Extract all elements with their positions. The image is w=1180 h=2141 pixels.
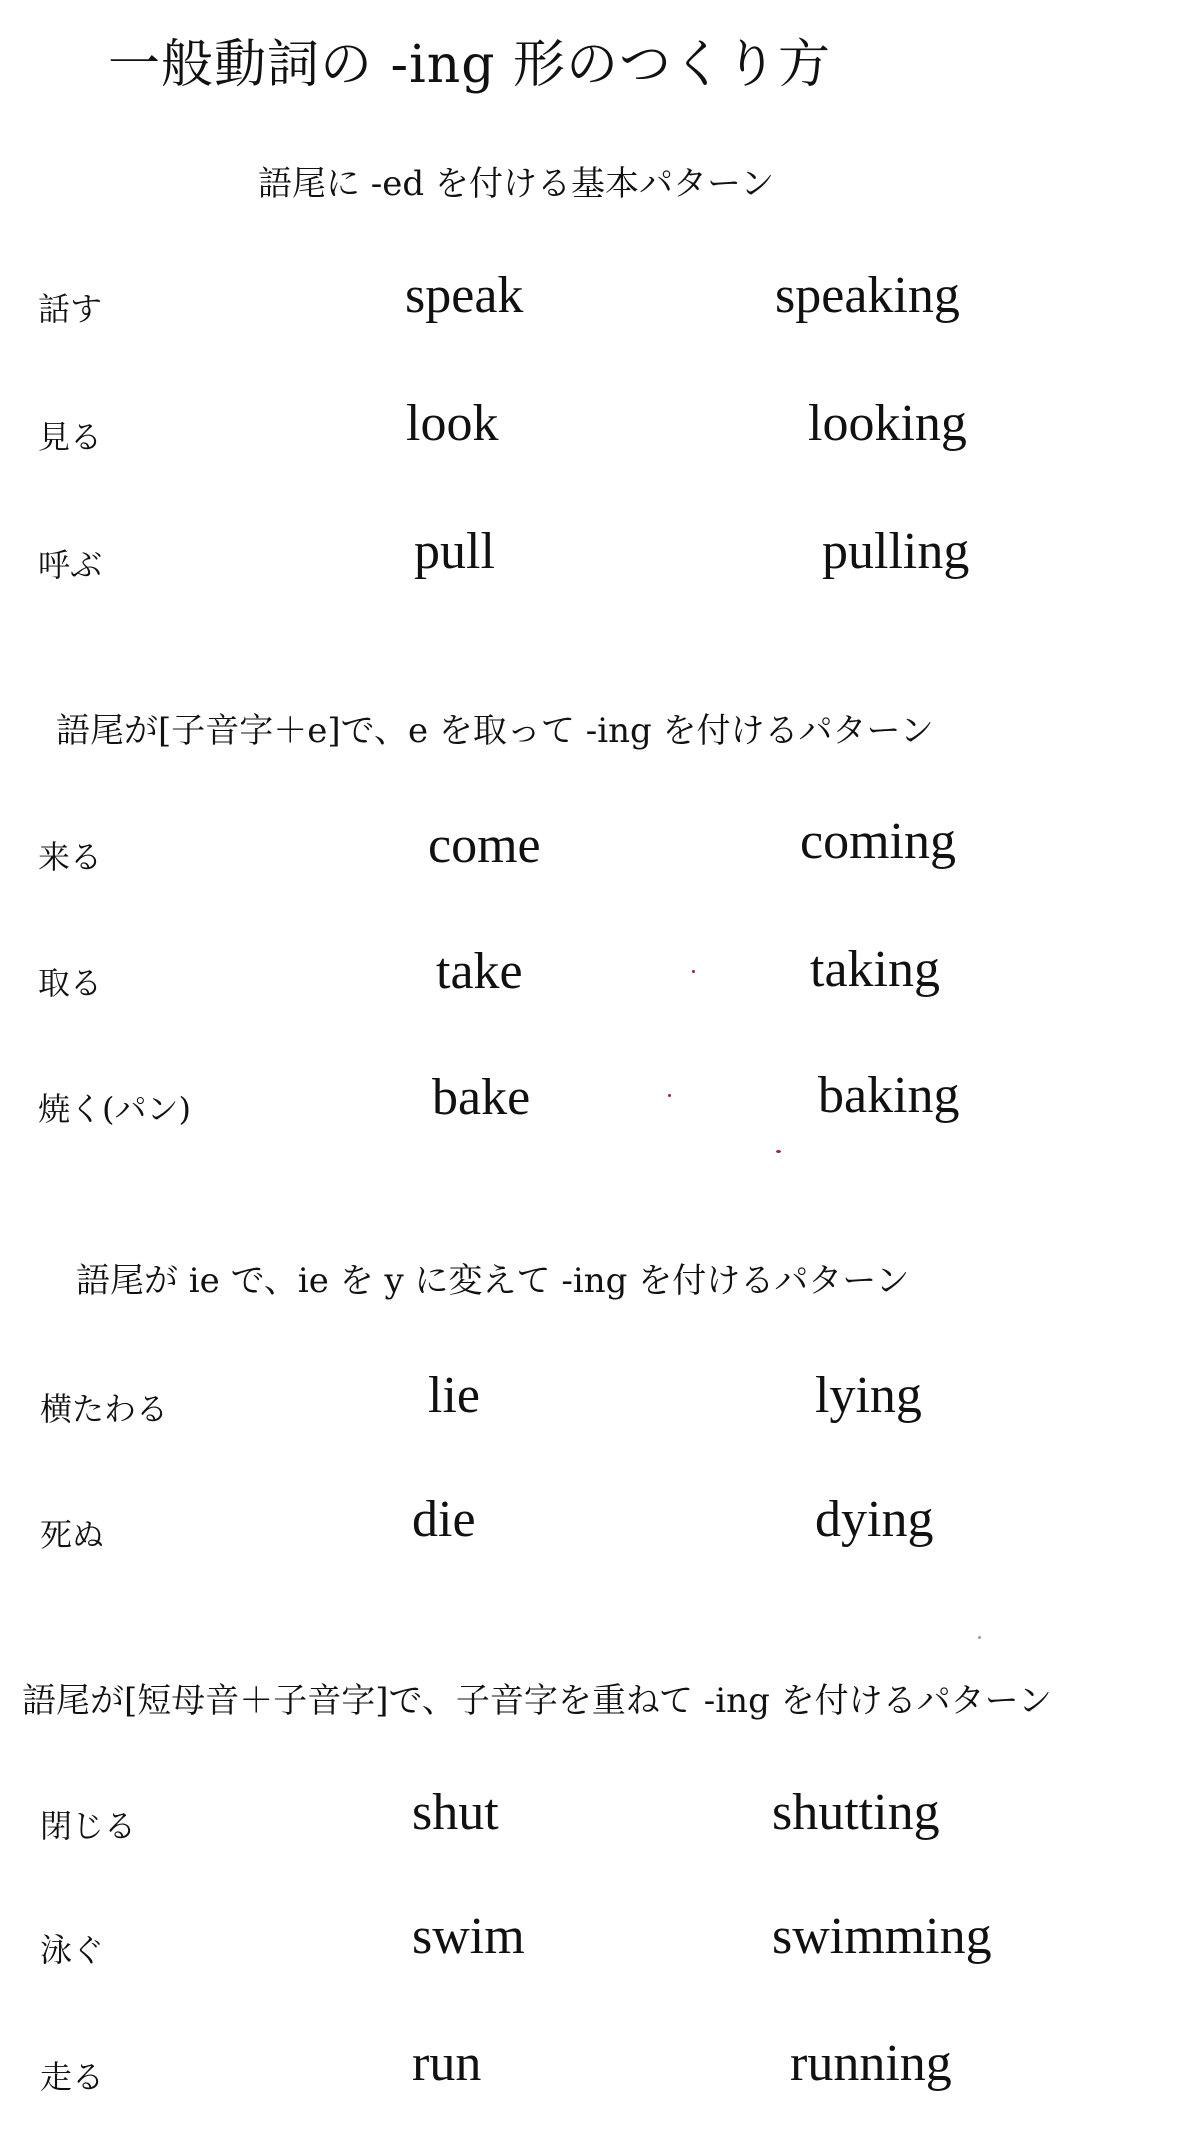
section-heading: 語尾に -ed を付ける基本パターン [258, 164, 775, 204]
base-verb: look [406, 395, 499, 452]
ing-form: coming [800, 813, 956, 870]
base-verb: die [412, 1491, 476, 1548]
ing-form: pulling [822, 523, 970, 580]
base-verb: pull [414, 523, 495, 580]
section-heading: 語尾が[子音字＋e]で、e を取って -ing を付けるパターン [56, 711, 934, 751]
section-heading: 語尾が[短母音＋子音字]で、子音字を重ねて -ing を付けるパターン [22, 1681, 1052, 1721]
base-verb: swim [412, 1908, 525, 1965]
ing-form: swimming [772, 1908, 992, 1965]
base-verb: come [428, 817, 541, 874]
scan-speck [668, 1094, 671, 1097]
scan-speck [692, 970, 695, 973]
base-verb: run [412, 2035, 482, 2092]
japanese-meaning: 死ぬ [40, 1516, 105, 1554]
base-verb: take [436, 943, 523, 1000]
japanese-meaning: 取る [38, 964, 103, 1002]
japanese-meaning: 走る [40, 2058, 105, 2096]
ing-form: shutting [772, 1784, 940, 1841]
ing-form: dying [815, 1491, 934, 1548]
ing-form: running [790, 2035, 952, 2092]
ing-form: speaking [775, 267, 960, 324]
japanese-meaning: 呼ぶ [38, 546, 103, 584]
japanese-meaning: 閉じる [40, 1807, 137, 1845]
ing-form: looking [808, 395, 967, 452]
scan-speck [978, 1636, 981, 1639]
ing-form: taking [810, 941, 940, 998]
japanese-meaning: 横たわる [40, 1390, 169, 1428]
base-verb: lie [428, 1367, 480, 1424]
japanese-meaning: 見る [38, 418, 103, 456]
japanese-meaning: 来る [38, 838, 103, 876]
scan-speck [776, 1150, 781, 1153]
base-verb: shut [412, 1784, 499, 1841]
japanese-meaning: 焼く(パン) [38, 1090, 191, 1128]
japanese-meaning: 泳ぐ [40, 1931, 105, 1969]
base-verb: bake [432, 1069, 531, 1126]
ing-form: lying [815, 1367, 922, 1424]
base-verb: speak [405, 267, 524, 324]
page-title: 一般動詞の -ing 形のつくり方 [108, 35, 832, 95]
japanese-meaning: 話す [38, 290, 103, 328]
section-heading: 語尾が ie で、ie を y に変えて -ing を付けるパターン [76, 1261, 910, 1301]
ing-form: baking [818, 1067, 960, 1124]
